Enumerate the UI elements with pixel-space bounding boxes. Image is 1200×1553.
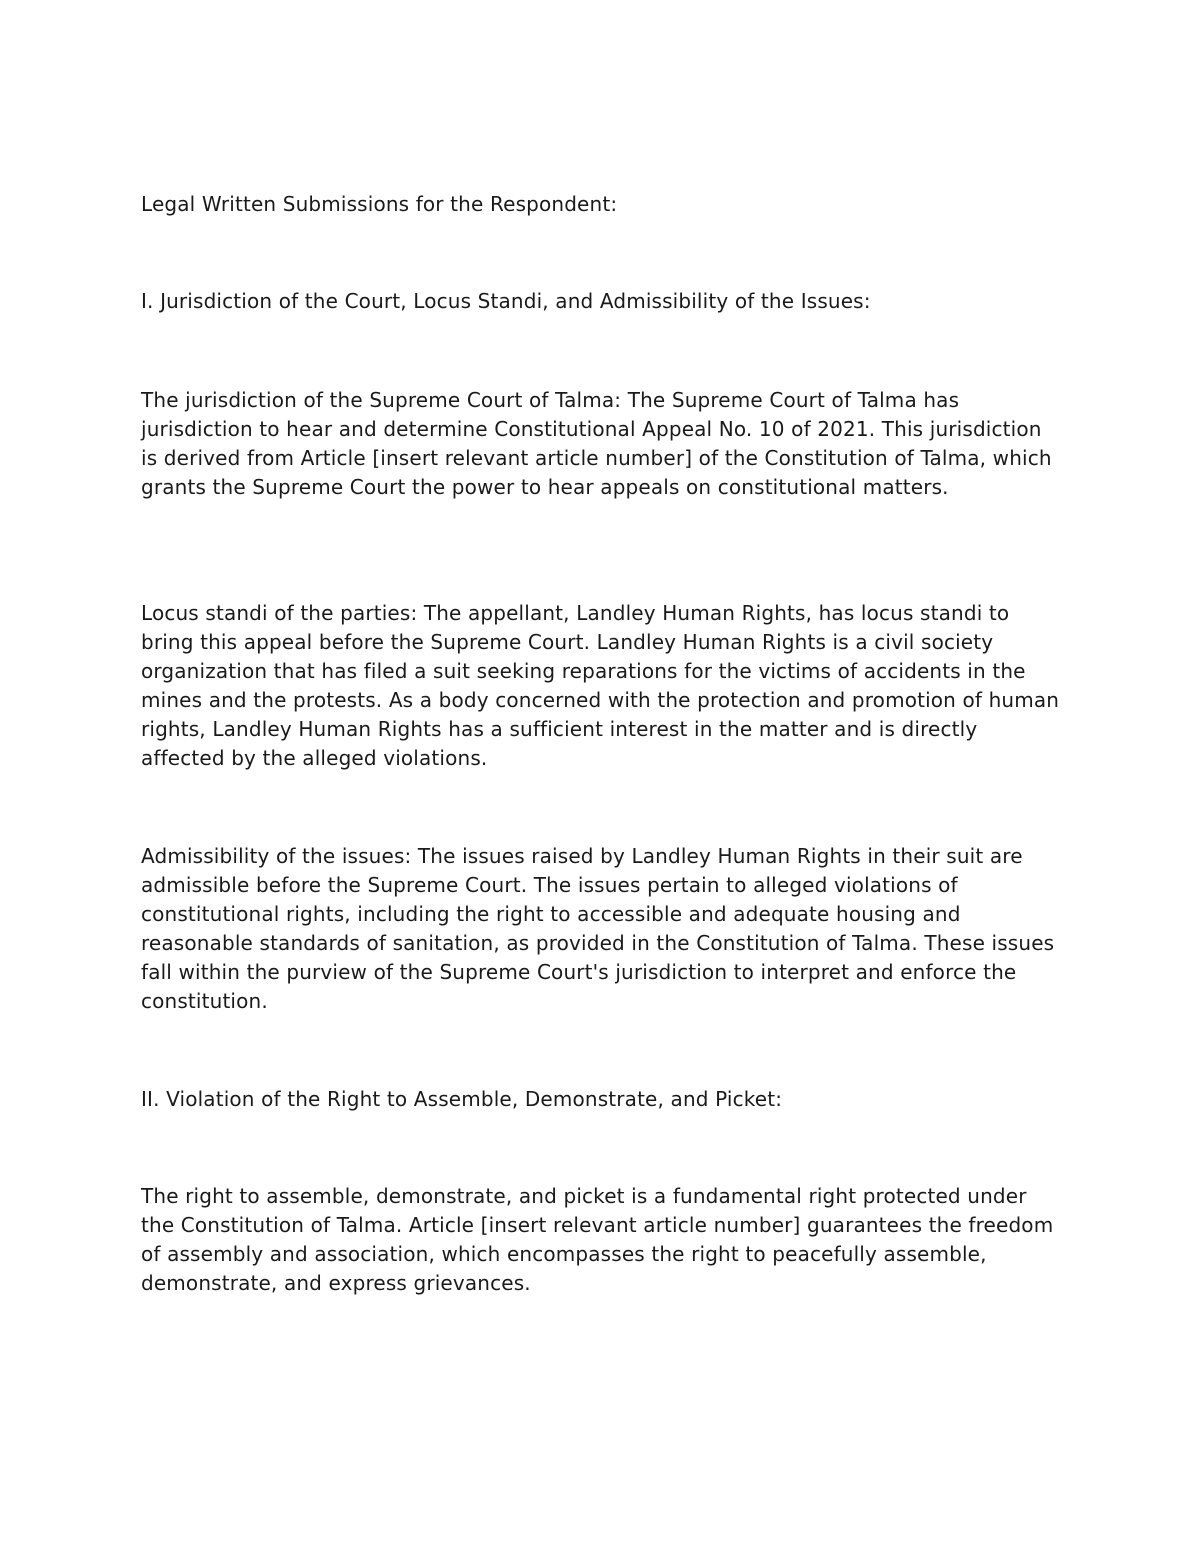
section-heading-right-to-assemble: II. Violation of the Right to Assemble, Demonstrate, and Picket:: [141, 1087, 783, 1111]
section-heading-jurisdiction: I. Jurisdiction of the Court, Locus Standi, and Admissibility of the Issues:: [141, 289, 871, 313]
document-title: Legal Written Submissions for the Respondent:: [141, 192, 618, 216]
paragraph-jurisdiction: The jurisdiction of the Supreme Court of Talma: The Supreme Court of Talma has jurisdiction to hear and determine Constitutional Appeal No. 10 of 2021. This jurisdiction is derived from Article [insert relevant article number] of the Constitution of Talma, which grants the Supreme Court the power to hear appeals on constitutional matters.: [141, 388, 1052, 499]
paragraph-locus-standi: Locus standi of the parties: The appellant, Landley Human Rights, has locus standi to bring this appeal before the Supreme Court. Landley Human Rights is a civil society organization that has filed a suit seeking reparations for the victims of accidents in the mines and the protests. As a body concerned with the protection and promotion of human rights, Landley Human Rights has a sufficient interest in the matter and is directly affected by the alleged violations.: [141, 601, 1060, 770]
paragraph-right-to-assemble: The right to assemble, demonstrate, and picket is a fundamental right protected under the Constitution of Talma. Article [insert relevant article number] guarantees the freedom of assembly and association, which encompasses the right to peacefully assemble, demonstrate, and express grievances.: [141, 1184, 1054, 1295]
paragraph-admissibility: Admissibility of the issues: The issues raised by Landley Human Rights in their suit are admissible before the Supreme Court. The issues pertain to alleged violations of constitutional rights, including the right to accessible and adequate housing and reasonable standards of sanitation, as provided in the Constitution of Talma. These issues fall within the purview of the Supreme Court's jurisdiction to interpret and enforce the constitution.: [141, 844, 1055, 1013]
